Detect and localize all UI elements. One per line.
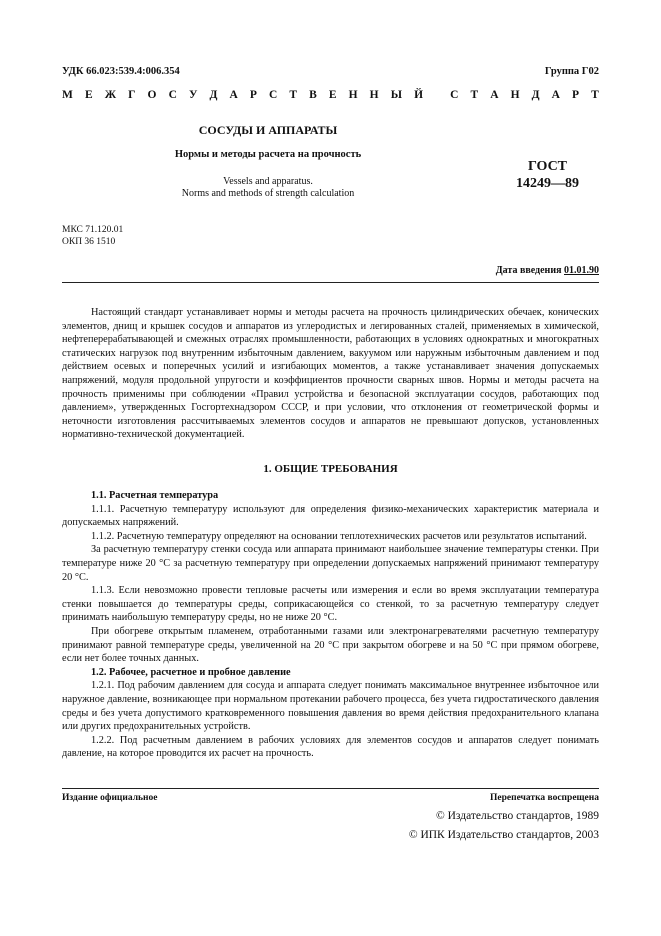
english-title-line2: Norms and methods of strength calculation <box>181 188 355 199</box>
english-title-line1: Vessels and apparatus. <box>223 176 313 187</box>
heading-letter: С <box>168 89 177 101</box>
heading-letter: Д <box>209 89 218 101</box>
subsection-1-2-title: 1.2. Рабочее, расчетное и пробное давление <box>91 666 291 678</box>
heading-letter: У <box>188 89 198 101</box>
heading-letter: Д <box>531 89 540 101</box>
heading-letter: Р <box>249 89 257 101</box>
intro-paragraph <box>62 306 599 442</box>
okp-code: ОКП 36 1510 <box>62 237 116 247</box>
paragraph-1-1-3b: При обогреве открытым пламенем, отработанными газами или электронагревателями расчетную температуру принимают равной температуре среды, увеличенной на 20 °С при закрытом обогреве и на 50 °С при прямом обогреве, если нет более точных данных. <box>62 625 599 665</box>
heading-letter: Р <box>572 89 580 101</box>
footer-divider <box>62 788 599 789</box>
section-1-body <box>62 489 599 761</box>
interstate-standard-heading <box>62 89 599 101</box>
heading-letter: Н <box>510 89 520 101</box>
heading-letter: М <box>62 89 73 101</box>
heading-letter: Т <box>289 89 298 101</box>
mks-code: МКС 71.120.01 <box>62 225 124 235</box>
document-title: СОСУДЫ И АППАРАТЫ <box>198 123 338 137</box>
subsection-1-1-title: 1.1. Расчетная температура <box>91 490 219 501</box>
heading-letter: С <box>269 89 278 101</box>
heading-letter: Н <box>348 89 358 101</box>
introduction-date-value: 01.01.90 <box>564 265 599 276</box>
paragraph-1-1-2b: За расчетную температуру стенки сосуда или аппарата принимают наибольшее значение температуры стенки. При температуре ниже 20 °С за расчетную температуру при определении допускаемых напряжений принимают температуру 20 °С. <box>62 544 599 583</box>
official-edition-label: Издание официальное <box>62 793 158 803</box>
heading-letter: А <box>229 89 238 101</box>
reprint-prohibited-label: Перепечатка воспрещена <box>489 793 599 803</box>
paragraph-1-2-1: 1.2.1. Под рабочим давлением для сосуда и аппарата следует понимать максимальное внутреннее избыточное или наружное давление, возникающее при нормальном протекании рабочего процесса, без учета гидростатического давления среды и без учета допустимого кратковременного повышения давления во время действия предохранительного клапана или других предохранительных устройств. <box>62 680 599 733</box>
introduction-date <box>496 265 599 276</box>
introduction-date-label: Дата введения <box>495 265 562 276</box>
heading-letter: В <box>309 89 317 101</box>
heading-letter: Ж <box>104 89 117 101</box>
group-code: Группа Г02 <box>544 66 599 77</box>
paragraph-1-1-1: 1.1.1. Расчетную температуру используют для определения физико-механических характеристик материала и допускаемых напряжений. <box>62 503 599 529</box>
heading-letter: Н <box>369 89 379 101</box>
udk-code: УДК 66.023:539.4:006.354 <box>62 66 180 77</box>
heading-letter: Ы <box>390 89 402 101</box>
heading-letter: А <box>490 89 499 101</box>
document-subtitle: Нормы и методы расчета на прочность <box>174 149 362 160</box>
intro-text: Настоящий стандарт устанавливает нормы и методы расчета на прочность цилиндрических обечаек, конических элементов, днищ и крышек сосудов и аппаратов из углеродистых и легированных сталей, применяемых в химической, нефтеперерабатывающей и смежных отраслях промышленности, работающих в условиях однократных и многократных статических нагрузок под внутренним избыточным давлением, вакуумом или наружным избыточным давлением и под действием осевых и поперечных усилий и изгибающих моментов, а также устанавливает значения допускаемых напряжений, модуля продольной упругости и коэффициентов прочности сварных швов. Нормы и методы расчета на прочность применимы при соблюдении «Правил устройства и безопасной эксплуатации сосудов, работающих под давлением», утвержденных Госгортехнадзором СССР, и при условии, что отклонения от геометрической формы и неточности изготовления рассчитываемых элементов сосудов и аппаратов не превышают допусков, установленных нормативно-технической документацией. <box>62 307 599 441</box>
heading-letter: Й <box>414 89 424 101</box>
heading-letter: Т <box>470 89 479 101</box>
heading-letter: Е <box>84 89 93 101</box>
heading-letter: О <box>147 89 157 101</box>
classification-codes <box>62 224 123 248</box>
section-1-heading: 1. ОБЩИЕ ТРЕБОВАНИЯ <box>263 463 398 475</box>
paragraph-1-1-2: 1.1.2. Расчетную температуру определяют на основании теплотехнических расчетов или результатов испытаний. <box>91 530 587 542</box>
copyright-1989: © Издательство стандартов, 1989 <box>435 810 599 822</box>
heading-letter: А <box>551 89 560 101</box>
heading-letter <box>435 89 438 101</box>
top-divider <box>62 282 599 283</box>
gost-number <box>490 158 605 192</box>
heading-letter: Г <box>128 89 136 101</box>
heading-letter: С <box>450 89 459 101</box>
copyright-2003: © ИПК Издательство стандартов, 2003 <box>408 829 599 841</box>
gost-code: 14249—89 <box>516 176 579 191</box>
paragraph-1-2-2: 1.2.2. Под расчетным давлением в рабочих условиях для элементов сосудов и аппаратов следует понимать давление, на которое проводится их расчет на прочность. <box>62 734 599 760</box>
paragraph-1-1-3: 1.1.3. Если невозможно провести тепловые расчеты или измерения и если во время эксплуатации температура стенки повышается до температуры среды, соприкасающейся со стенкой, то за расчетную температуру следует принимать наибольшую температуру среды, но не ниже 20 °С. <box>62 585 599 624</box>
heading-letter: Т <box>591 89 599 101</box>
heading-letter: Е <box>328 89 337 101</box>
gost-label: ГОСТ <box>527 159 568 174</box>
